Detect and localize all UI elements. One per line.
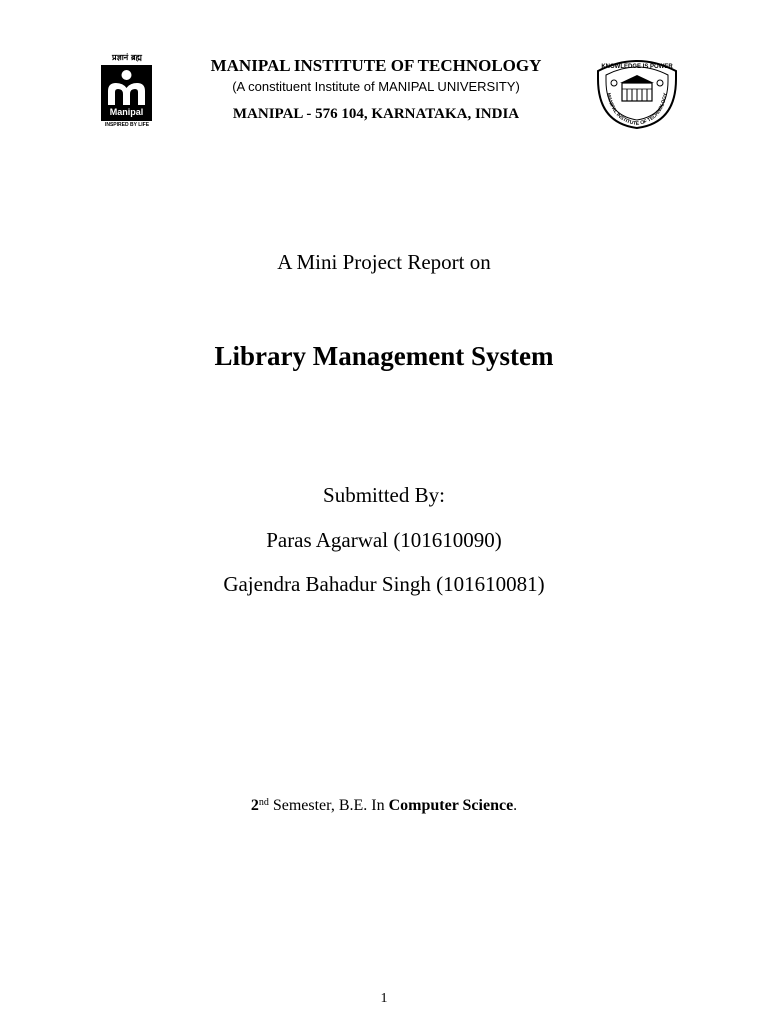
member-1: Paras Agarwal (101610090) — [266, 528, 502, 552]
semester-line — [0, 795, 768, 817]
report-subtitle: A Mini Project Report on — [277, 250, 491, 274]
mit-seal — [594, 49, 680, 129]
semester-trailing: . — [513, 797, 518, 814]
mit-seal-icon — [594, 49, 680, 129]
semester-ordinal: nd — [258, 797, 269, 808]
institute-address: MANIPAL - 576 104, KARNATAKA, INDIA — [232, 106, 520, 122]
logo-brand-text: Manipal — [109, 107, 144, 117]
submitted-by-label: Submitted By: — [323, 483, 445, 507]
logo-tagline: INSPIRED BY LIFE — [104, 122, 150, 128]
institute-name: MANIPAL INSTITUTE OF TECHNOLOGY — [210, 56, 542, 75]
semester-number: 2 — [250, 797, 259, 814]
logo-hindi-motto: प्रज्ञानं ब्रह्म — [112, 53, 142, 62]
semester-subject: Computer Science — [388, 797, 514, 814]
member-2: Gajendra Bahadur Singh (101610081) — [223, 572, 545, 596]
svg-text:KNOWLEDGE IS POWER: KNOWLEDGE IS POWER — [601, 64, 673, 70]
institute-constituent: (A constituent Institute of MANIPAL UNIVERSITY) — [232, 79, 520, 94]
manipal-logo — [99, 53, 155, 133]
svg-text:MANIPAL INSTITUTE OF TECHNOLOG: MANIPAL INSTITUTE OF TECHNOLOGY — [605, 92, 669, 128]
semester-text: Semester, B.E. In — [268, 797, 389, 814]
report-title: Library Management System — [214, 341, 554, 371]
page-number: 1 — [380, 991, 388, 1006]
